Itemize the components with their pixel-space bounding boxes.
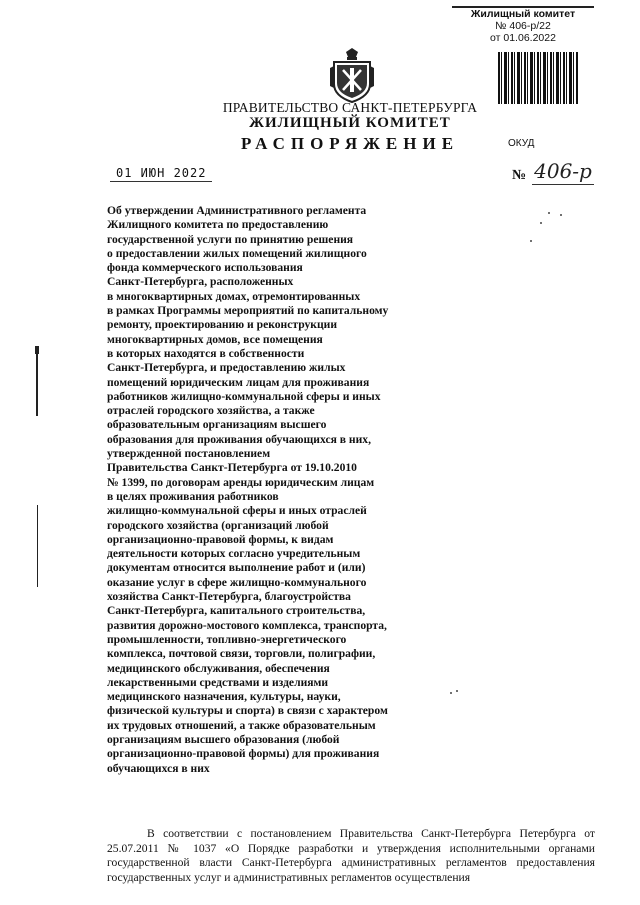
title-line: лекарственными средствами и изделиями	[107, 675, 329, 689]
title-line: их трудовых отношений, а также образовательным	[107, 718, 376, 732]
title-line: № 1399, по договорам аренды юридическим лицам	[107, 475, 375, 489]
document-number-label: №	[512, 168, 527, 183]
title-line: ремонту, проектированию и реконструкции	[107, 318, 338, 332]
stamp-organization: Жилищный комитет	[470, 8, 576, 20]
title-line: о предоставлении жилых помещений жилищного	[107, 246, 367, 260]
scan-dot	[530, 240, 532, 242]
title-line: в многоквартирных домах, отремонтированных	[107, 289, 361, 303]
scan-margin-mark	[37, 505, 38, 587]
title-line: в рамках Программы мероприятий по капитальному	[107, 304, 389, 318]
document-number-handwritten: 406-р	[532, 158, 594, 185]
title-line: отраслей городского хозяйства, а также	[107, 404, 315, 418]
title-line: городского хозяйства (организаций любой	[107, 518, 329, 532]
title-line: обучающихся в них	[107, 761, 210, 775]
coat-of-arms-icon	[330, 48, 374, 104]
stamp-number: № 406-р/22	[495, 20, 551, 32]
title-line: государственной услуги по принятию решения	[107, 232, 354, 246]
title-line: хозяйства Санкт-Петербурга, благоустройства	[107, 590, 351, 604]
scan-dot	[540, 222, 542, 224]
title-line: многоквартирных домов, все помещения	[107, 332, 323, 346]
barcode	[498, 52, 578, 104]
title-line: фонда коммерческого использования	[107, 261, 303, 275]
document-date: 01 ИЮН 2022	[110, 166, 212, 182]
scan-dot	[456, 690, 458, 692]
committee-heading: ЖИЛИЩНЫЙ КОМИТЕТ	[249, 115, 451, 131]
title-line: организационно-правовой формы, к видам	[107, 532, 334, 546]
title-line: медицинского назначения, культуры, науки,	[107, 690, 341, 704]
scan-dot	[450, 692, 452, 694]
title-line: физической культуры и спорта) в связи с характером	[107, 704, 388, 718]
title-line: комплекса, почтовой связи, торговли, полиграфии,	[107, 647, 376, 661]
title-line: Санкт-Петербурга, расположенных	[107, 275, 294, 289]
title-line: в целях проживания работников	[107, 489, 279, 503]
government-heading: ПРАВИТЕЛЬСТВО САНКТ-ПЕТЕРБУРГА	[222, 100, 478, 115]
title-line: помещений юридическим лицам для проживания	[107, 375, 370, 389]
okud-label: ОКУД	[508, 138, 535, 149]
title-line: жилищно-коммунальной сферы и иных отраслей	[107, 504, 367, 518]
title-line: деятельности которых согласно учредительным	[107, 547, 361, 561]
scan-margin-mark	[35, 346, 39, 354]
title-line: Правительства Санкт-Петербурга от 19.10.2010	[107, 461, 357, 475]
document-title	[107, 204, 437, 776]
stamp-date: от 01.06.2022	[490, 32, 556, 44]
title-line: Об утверждении Административного регламента	[107, 204, 367, 217]
title-line: организациям высшего образования (любой	[107, 732, 340, 746]
title-line: в которых находятся в собственности	[107, 346, 305, 360]
title-line: организационно-правовой формы) для проживания	[107, 747, 380, 761]
scan-dot	[548, 212, 550, 214]
title-line: развития дорожно-мостового комплекса, транспорта,	[107, 618, 387, 632]
document-type-heading: РАСПОРЯЖЕНИЕ	[240, 134, 460, 153]
scan-margin-mark	[36, 346, 38, 416]
title-line: работников жилищно-коммунальной сферы и иных	[107, 389, 381, 403]
title-line: оказание услуг в сфере жилищно-коммунального	[107, 575, 367, 589]
body-text	[107, 827, 595, 885]
title-line: промышленности, топливно-энергетического	[107, 632, 347, 646]
title-line: образовательным организациям высшего	[107, 418, 327, 432]
title-line: документам относится выполнение работ и (или)	[107, 561, 366, 575]
title-line: Санкт-Петербурга, и предоставлению жилых	[107, 361, 346, 375]
title-line: утвержденной постановлением	[107, 447, 271, 461]
title-line: медицинского обслуживания, обеспечения	[107, 661, 330, 675]
scan-dot	[560, 214, 562, 216]
title-line: образования для проживания обучающихся в них,	[107, 432, 371, 446]
title-line: Санкт-Петербурга, капитального строительства,	[107, 604, 366, 618]
title-line: Жилищного комитета по предоставлению	[107, 218, 329, 232]
registration-stamp	[452, 6, 594, 108]
body-paragraph: В соответствии с постановлением Правительства Санкт-Петербурга Петербурга от 25.07.2011 № 1037 «О Порядке разработки и утверждения исполнительными органами государственной власти Санкт-Петербурга административных регламентов предоставления государственных услуг и административных регламентов осуществления	[107, 827, 595, 884]
